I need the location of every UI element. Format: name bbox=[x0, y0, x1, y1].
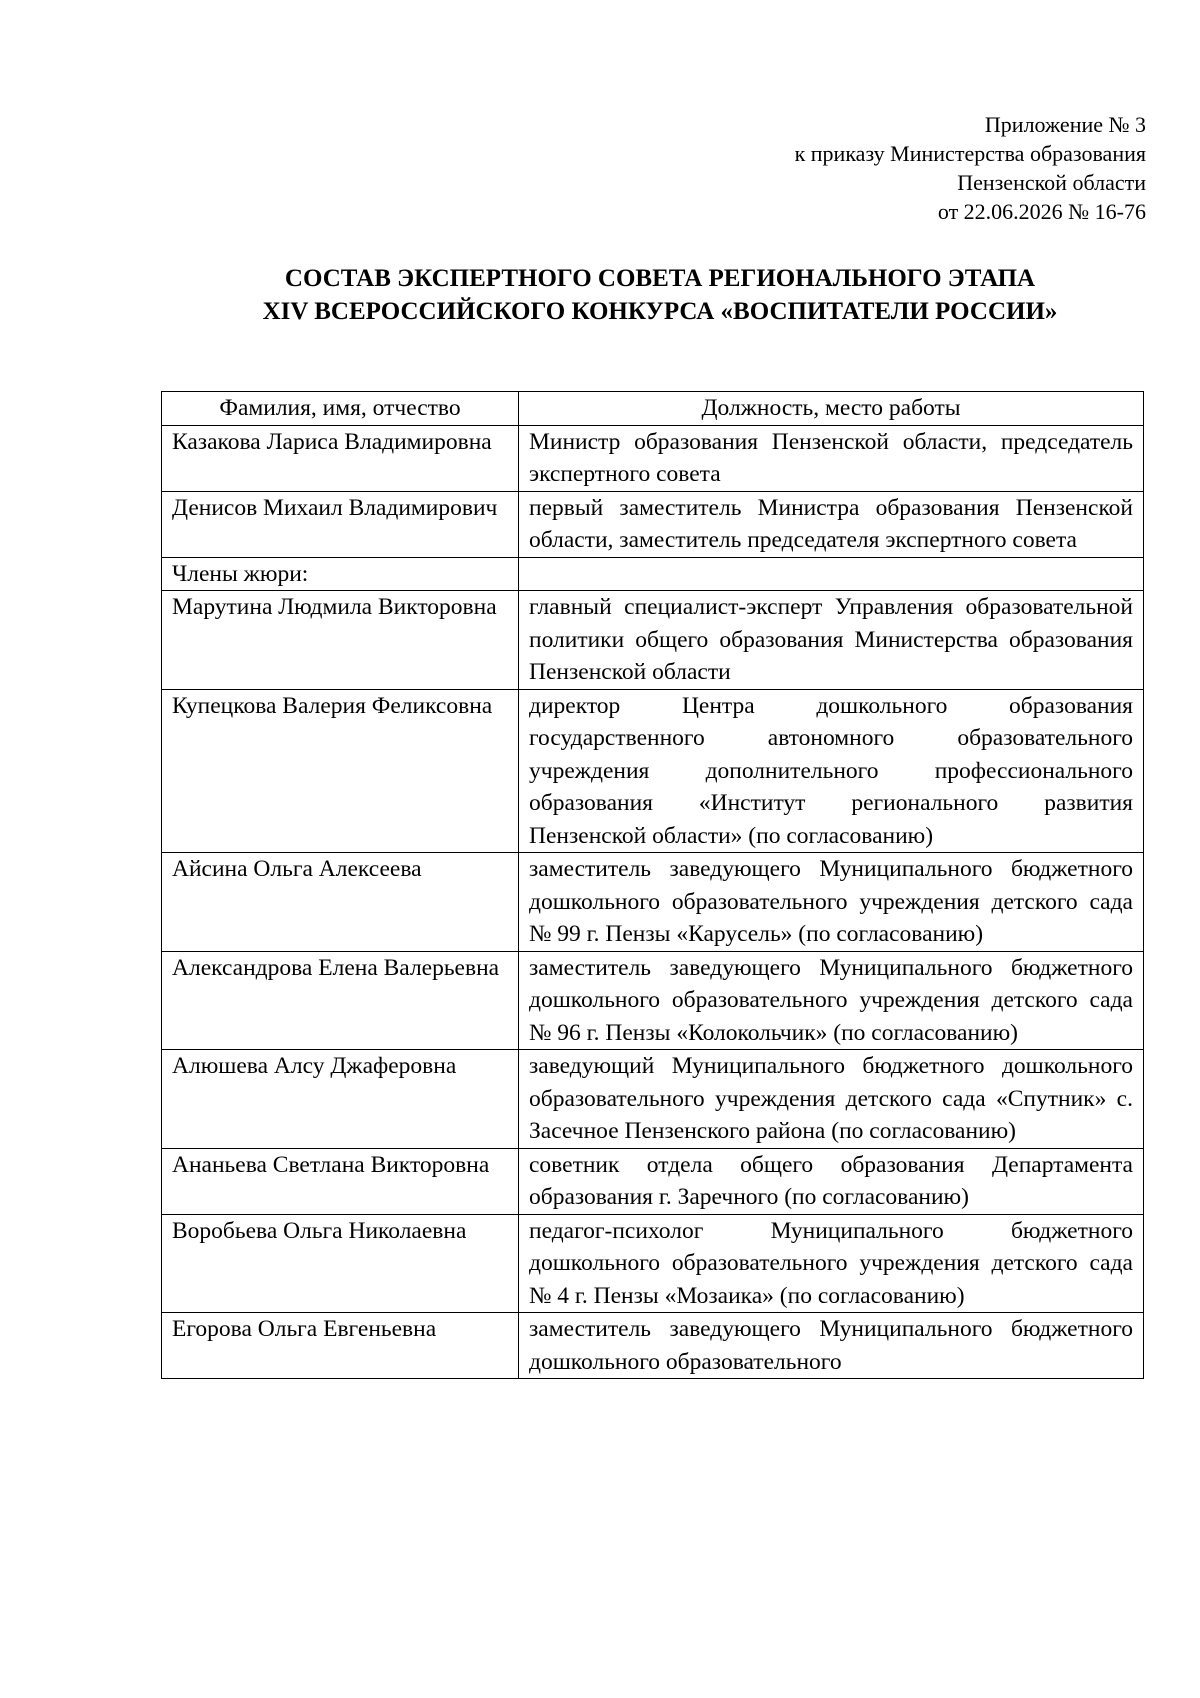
member-position: советник отдела общего образования Департамента образования г. Заречного (по согласованию) bbox=[519, 1148, 1144, 1214]
member-position: главный специалист-эксперт Управления образовательной политики общего образования Министерства образования Пензенской области bbox=[519, 591, 1144, 690]
member-name: Алюшева Алсу Джаферовна bbox=[162, 1050, 519, 1149]
table-header-row bbox=[162, 392, 1144, 426]
member-name: Казакова Лариса Владимировна bbox=[162, 425, 519, 491]
table-row bbox=[162, 591, 1144, 690]
column-header-position: Должность, место работы bbox=[519, 392, 1144, 426]
member-position: директор Центра дошкольного образования государственного автономного образовательного учреждения дополнительного профессионального образования «Институт регионального развития Пензенской области» (по согласованию) bbox=[519, 689, 1144, 853]
member-name: Воробьева Ольга Николаевна bbox=[162, 1214, 519, 1313]
jury-members-label: Члены жюри: bbox=[162, 557, 519, 591]
title-line-2: XIV ВСЕРОССИЙСКОГО КОНКУРСА «ВОСПИТАТЕЛИ РОССИИ» bbox=[262, 298, 1058, 325]
header-line: Приложение № 3 bbox=[984, 112, 1146, 137]
member-name: Марутина Людмила Викторовна bbox=[162, 591, 519, 690]
member-position: педагог-психолог Муниципального бюджетного дошкольного образовательного учреждения детского сада № 4 г. Пензы «Мозаика» (по согласованию) bbox=[519, 1214, 1144, 1313]
member-position: Министр образования Пензенской области, председатель экспертного совета bbox=[519, 425, 1144, 491]
member-name: Денисов Михаил Владимирович bbox=[162, 491, 519, 557]
table-row-section-label bbox=[162, 557, 1144, 591]
table-row bbox=[162, 1148, 1144, 1214]
member-name: Ананьева Светлана Викторовна bbox=[162, 1148, 519, 1214]
member-name: Купецкова Валерия Феликсовна bbox=[162, 689, 519, 853]
header-line: от 22.06.2026 № 16-76 bbox=[937, 199, 1146, 224]
header-line: к приказу Министерства образования bbox=[794, 141, 1146, 166]
expert-council-table bbox=[161, 391, 1144, 1379]
table-row bbox=[162, 1050, 1144, 1149]
table-row bbox=[162, 425, 1144, 491]
table-row bbox=[162, 1313, 1144, 1379]
member-position: заместитель заведующего Муниципального бюджетного дошкольного образовательного bbox=[519, 1313, 1144, 1379]
member-name: Егорова Ольга Евгеньевна bbox=[162, 1313, 519, 1379]
member-position: заместитель заведующего Муниципального бюджетного дошкольного образовательного учреждения детского сада № 96 г. Пензы «Колокольчик» (по согласованию) bbox=[519, 951, 1144, 1050]
member-position: заведующий Муниципального бюджетного дошкольного образовательного учреждения детского сада «Спутник» с. Засечное Пензенского района (по согласованию) bbox=[519, 1050, 1144, 1149]
table-row bbox=[162, 951, 1144, 1050]
member-name: Айсина Ольга Алексеева bbox=[162, 853, 519, 952]
table-row bbox=[162, 1214, 1144, 1313]
document-header bbox=[795, 110, 1146, 226]
member-position bbox=[519, 557, 1144, 591]
document-title bbox=[0, 262, 1200, 328]
title-line-1: СОСТАВ ЭКСПЕРТНОГО СОВЕТА РЕГИОНАЛЬНОГО ЭТАПА bbox=[284, 265, 1036, 292]
table-row bbox=[162, 689, 1144, 853]
table-row bbox=[162, 853, 1144, 952]
member-position: первый заместитель Министра образования Пензенской области, заместитель председателя экспертного совета bbox=[519, 491, 1144, 557]
column-header-name: Фамилия, имя, отчество bbox=[162, 392, 519, 426]
header-line: Пензенской области bbox=[957, 170, 1146, 195]
table-row bbox=[162, 491, 1144, 557]
member-position: заместитель заведующего Муниципального бюджетного дошкольного образовательного учреждения детского сада № 99 г. Пензы «Карусель» (по согласованию) bbox=[519, 853, 1144, 952]
member-name: Александрова Елена Валерьевна bbox=[162, 951, 519, 1050]
